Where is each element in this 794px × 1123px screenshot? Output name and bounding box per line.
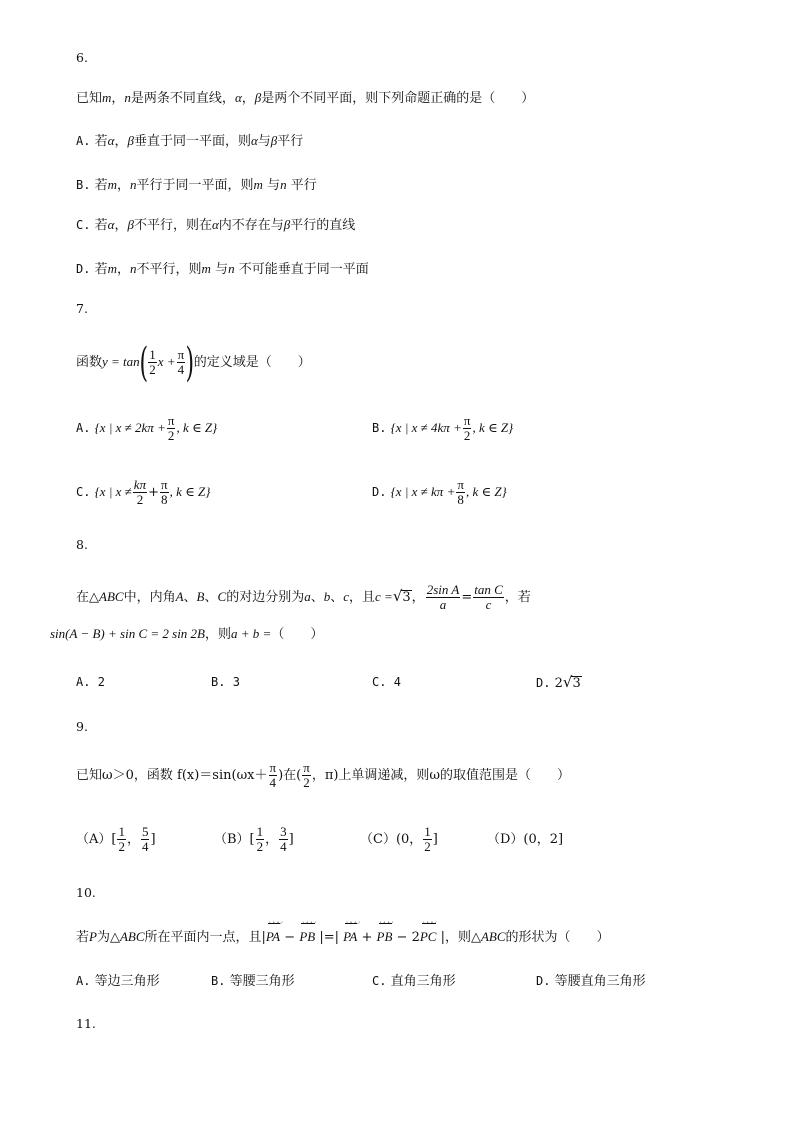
- stem-text: 的形状为（ ）: [505, 930, 610, 945]
- formula-text: {x | x ≠ kπ +: [390, 484, 456, 499]
- question-11-number: 11.: [76, 1016, 96, 1031]
- punct: ，: [411, 590, 425, 605]
- punct: ，: [114, 218, 128, 233]
- option-text: 平行于同一平面，则: [136, 178, 254, 193]
- fraction: [423, 825, 432, 854]
- formula-text: y = tan: [102, 354, 140, 369]
- denominator: c: [485, 597, 492, 612]
- option-text: 平行的直线: [290, 218, 356, 233]
- var: β: [127, 217, 134, 232]
- option-label: B.: [76, 178, 91, 192]
- option-text: 平行: [286, 178, 317, 193]
- stem-text: 为△: [96, 930, 120, 945]
- denominator: 4: [141, 839, 149, 854]
- vector: PA ◡◡◡: [343, 928, 357, 946]
- option-label: C.: [372, 974, 387, 988]
- denominator: a: [439, 597, 447, 612]
- option-label: C.: [372, 675, 387, 689]
- var: ABC: [480, 929, 506, 944]
- denominator: 2: [136, 492, 144, 507]
- option-label: A.: [76, 421, 91, 435]
- stem-text: |，则△: [436, 930, 481, 945]
- question-8-option-a[interactable]: [76, 673, 105, 691]
- option-label: D.: [536, 974, 551, 988]
- vector: PB ◡◡◡: [299, 928, 315, 946]
- numerator: π: [269, 760, 277, 775]
- numerator: kπ: [133, 477, 147, 492]
- var: m: [107, 261, 117, 276]
- fraction: [456, 478, 465, 507]
- formula-text: a + b =: [231, 626, 272, 641]
- denominator: 4: [177, 362, 185, 377]
- vector: PC ◡◡◡: [420, 928, 437, 946]
- question-7-option-d[interactable]: [372, 476, 507, 509]
- var: n: [130, 261, 137, 276]
- fraction: [302, 761, 311, 790]
- numerator: 1: [256, 824, 264, 839]
- formula-text: , k ∈ Z}: [176, 420, 218, 435]
- var: α: [211, 217, 219, 232]
- stem-text: 的对边分别为: [226, 590, 305, 605]
- var: B: [196, 589, 205, 604]
- option-text: 若: [94, 218, 108, 233]
- var-n: n: [124, 90, 131, 105]
- fraction: [463, 414, 472, 443]
- fraction: [160, 478, 169, 507]
- option-label: B.: [211, 974, 226, 988]
- denominator: 4: [269, 775, 277, 790]
- numerator: π: [303, 760, 310, 775]
- fraction: [141, 825, 150, 854]
- option-label: B.: [372, 421, 387, 435]
- sqrt-icon: √: [562, 673, 573, 691]
- option-label: C.: [76, 218, 91, 232]
- var: n: [228, 261, 235, 276]
- option-text: 与: [257, 134, 271, 149]
- numerator: 3: [280, 824, 287, 839]
- formula-text: |=|: [315, 930, 344, 945]
- denominator: 2: [424, 839, 431, 854]
- numerator: π: [463, 413, 471, 428]
- stem-text: 在△: [76, 590, 99, 605]
- var: α: [107, 133, 115, 148]
- var: ABC: [99, 589, 124, 604]
- question-8-stem-line2: [50, 625, 323, 644]
- option-text: 平行: [277, 134, 304, 149]
- var: c: [343, 589, 350, 604]
- option-text: 若: [94, 262, 108, 277]
- option-text: 若: [94, 134, 108, 149]
- var-m: m: [102, 90, 112, 105]
- var: α: [250, 133, 258, 148]
- punct: ]: [288, 832, 294, 847]
- denominator: 2: [118, 839, 125, 854]
- option-label: D.: [536, 676, 551, 690]
- option-label: （C）(0，: [360, 832, 423, 847]
- stem-text: 是两条不同直线，: [130, 91, 235, 106]
- punct: 、: [310, 590, 324, 605]
- formula-text: sin(A − B) + sin C = 2 sin 2B: [50, 626, 205, 641]
- numerator: 1: [424, 824, 431, 839]
- fraction: [148, 348, 157, 377]
- var: P: [89, 929, 97, 944]
- left-paren: (: [139, 339, 148, 386]
- option-label: D.: [372, 485, 387, 499]
- formula-text: {x | x ≠ 2kπ +: [94, 420, 166, 435]
- punct: ]: [432, 832, 438, 847]
- question-7-number: 7.: [76, 301, 88, 316]
- denominator: 2: [167, 428, 175, 443]
- numerator: 1: [118, 824, 125, 839]
- var: m: [253, 177, 263, 192]
- punct: ，: [265, 832, 279, 847]
- fraction: [167, 414, 176, 443]
- option-label: （D）(0，2]: [487, 832, 564, 847]
- question-10-option-c[interactable]: [372, 972, 456, 991]
- fraction: [117, 825, 126, 854]
- stem-text: )在(: [278, 768, 302, 783]
- formula-text: +: [357, 930, 377, 945]
- question-6-option-d[interactable]: [76, 260, 369, 279]
- option-text: 内不存在与: [218, 218, 284, 233]
- numerator: π: [457, 477, 464, 492]
- numerator: π: [177, 347, 185, 362]
- question-8-option-d[interactable]: [536, 673, 582, 693]
- question-6-stem: [76, 89, 534, 108]
- formula-text: {x | x ≠ 4kπ +: [390, 420, 462, 435]
- question-9-option-b[interactable]: [214, 822, 294, 858]
- stem-text: （ ）: [271, 627, 324, 642]
- question-9-stem: [76, 760, 570, 792]
- var: β: [283, 217, 291, 232]
- question-6-option-b[interactable]: [76, 176, 317, 195]
- punct: ，: [111, 91, 125, 106]
- option-text: 与: [210, 262, 229, 277]
- var: A: [175, 589, 184, 604]
- formula-text: , k ∈ Z}: [169, 484, 211, 499]
- var: C: [217, 589, 227, 604]
- stem-text: 的定义域是（ ）: [193, 355, 311, 370]
- question-8-option-c[interactable]: [372, 673, 401, 691]
- numerator: tan C: [474, 582, 503, 597]
- question-6-option-c[interactable]: [76, 216, 355, 235]
- option-text: 不可能垂直于同一平面: [234, 262, 369, 277]
- question-6-number: 6.: [76, 50, 88, 65]
- denominator: 8: [457, 492, 464, 507]
- radicand: 3: [572, 676, 581, 691]
- formula-text: c =: [375, 589, 393, 604]
- fraction: [256, 825, 265, 854]
- var: β: [127, 133, 134, 148]
- question-10-number: 10.: [76, 885, 96, 900]
- option-label: A.: [76, 974, 91, 988]
- var: α: [107, 217, 115, 232]
- option-text: 垂直于同一平面，则: [133, 134, 251, 149]
- question-9-number: 9.: [76, 719, 88, 734]
- question-7-stem: [76, 339, 311, 386]
- option-label: A.: [76, 134, 91, 148]
- right-paren: ): [185, 339, 195, 386]
- punct: 、: [204, 590, 218, 605]
- denominator: 2: [149, 362, 156, 377]
- question-7-option-c[interactable]: [76, 476, 210, 509]
- formula-text: , k ∈ Z}: [465, 484, 507, 499]
- var: β: [270, 133, 278, 148]
- vector: PA ◡◡◡: [266, 928, 280, 946]
- punct: ，: [241, 91, 255, 106]
- question-10-option-a[interactable]: [76, 972, 160, 991]
- numerator: π: [161, 477, 168, 492]
- punct: ，: [126, 832, 140, 847]
- stem-text: 函数: [76, 355, 103, 370]
- denominator: 2: [463, 428, 471, 443]
- punct: 、: [330, 590, 344, 605]
- option-text: 等腰三角形: [229, 974, 295, 989]
- var: b: [323, 589, 331, 604]
- fraction: [269, 761, 278, 790]
- numerator: π: [167, 413, 175, 428]
- radicand: 3: [402, 590, 411, 605]
- stem-text: ，则: [205, 627, 232, 642]
- question-10-option-d[interactable]: [536, 972, 646, 991]
- question-8-option-b[interactable]: [211, 673, 240, 691]
- stem-text: 中，内角: [123, 590, 176, 605]
- question-10-stem: [76, 928, 610, 947]
- question-8-number: 8.: [76, 537, 88, 552]
- question-7-option-a[interactable]: [76, 412, 217, 445]
- var-alpha: α: [234, 90, 242, 105]
- option-text: 不平行，则在: [133, 218, 212, 233]
- option-text: 与: [262, 178, 281, 193]
- option-label: B.: [211, 675, 226, 689]
- punct: ，: [114, 134, 128, 149]
- question-7-option-b[interactable]: [372, 412, 513, 445]
- option-label: （A）[: [76, 832, 117, 847]
- option-label: A.: [76, 675, 91, 689]
- option-text: 不平行，则: [136, 262, 202, 277]
- numerator: 2sin A: [426, 582, 460, 597]
- question-10-option-b[interactable]: [211, 972, 295, 991]
- option-value: 2: [554, 676, 563, 691]
- option-text: 等边三角形: [94, 974, 160, 989]
- sqrt-icon: √: [392, 587, 403, 605]
- formula-text: −: [280, 930, 300, 945]
- question-9-option-d[interactable]: [487, 831, 563, 849]
- vector: PB ◡◡◡: [377, 928, 393, 946]
- option-value: 4: [393, 675, 401, 689]
- stem-text: ，且: [349, 590, 376, 605]
- fraction: [473, 583, 504, 612]
- fraction: [177, 348, 186, 377]
- numerator: 5: [141, 824, 149, 839]
- var-beta: β: [254, 90, 262, 105]
- stem-text: 若: [76, 930, 90, 945]
- formula-text: , k ∈ Z}: [472, 420, 514, 435]
- option-text: 若: [94, 178, 108, 193]
- question-9-option-c[interactable]: [360, 822, 438, 858]
- numerator: 1: [149, 347, 156, 362]
- var: m: [107, 177, 117, 192]
- stem-text: ，π)上单调递减，则ω的取值范围是（ ）: [311, 768, 571, 783]
- option-text: 直角三角形: [390, 974, 456, 989]
- denominator: 4: [280, 839, 287, 854]
- option-value: 3: [232, 675, 240, 689]
- option-text: 等腰直角三角形: [554, 974, 646, 989]
- var: n: [130, 177, 137, 192]
- question-8-stem-line1: [76, 580, 531, 614]
- punct: ]: [150, 832, 156, 847]
- var: a: [304, 589, 311, 604]
- question-6-option-a[interactable]: [76, 132, 303, 151]
- var: m: [201, 261, 211, 276]
- formula-text: =: [461, 590, 473, 605]
- denominator: 2: [256, 839, 264, 854]
- formula-text: {x | x ≠: [94, 484, 132, 499]
- question-9-option-a[interactable]: [76, 822, 156, 858]
- formula-text: +: [148, 485, 159, 500]
- punct: 、: [183, 590, 197, 605]
- stem-text: 已知: [76, 91, 103, 106]
- option-label: D.: [76, 262, 91, 276]
- punct: ，: [117, 178, 131, 193]
- option-label: （B）[: [214, 832, 255, 847]
- var: ABC: [119, 929, 145, 944]
- stem-text: ，若: [504, 590, 531, 605]
- denominator: 2: [303, 775, 310, 790]
- fraction: [279, 825, 288, 854]
- formula-text: − 2: [392, 930, 420, 945]
- option-label: C.: [76, 485, 91, 499]
- punct: ，: [117, 262, 131, 277]
- denominator: 8: [161, 492, 168, 507]
- stem-text: 是两个不同平面，则下列命题正确的是（ ）: [261, 91, 535, 106]
- stem-text: 所在平面内一点，且|: [144, 930, 266, 945]
- formula-text: x +: [157, 354, 176, 369]
- var: n: [280, 177, 287, 192]
- fraction: [133, 478, 147, 507]
- stem-text: 已知ω＞0，函数 f(x)＝sin(ωx＋: [76, 768, 268, 783]
- option-value: 2: [97, 675, 105, 689]
- fraction: [426, 583, 461, 612]
